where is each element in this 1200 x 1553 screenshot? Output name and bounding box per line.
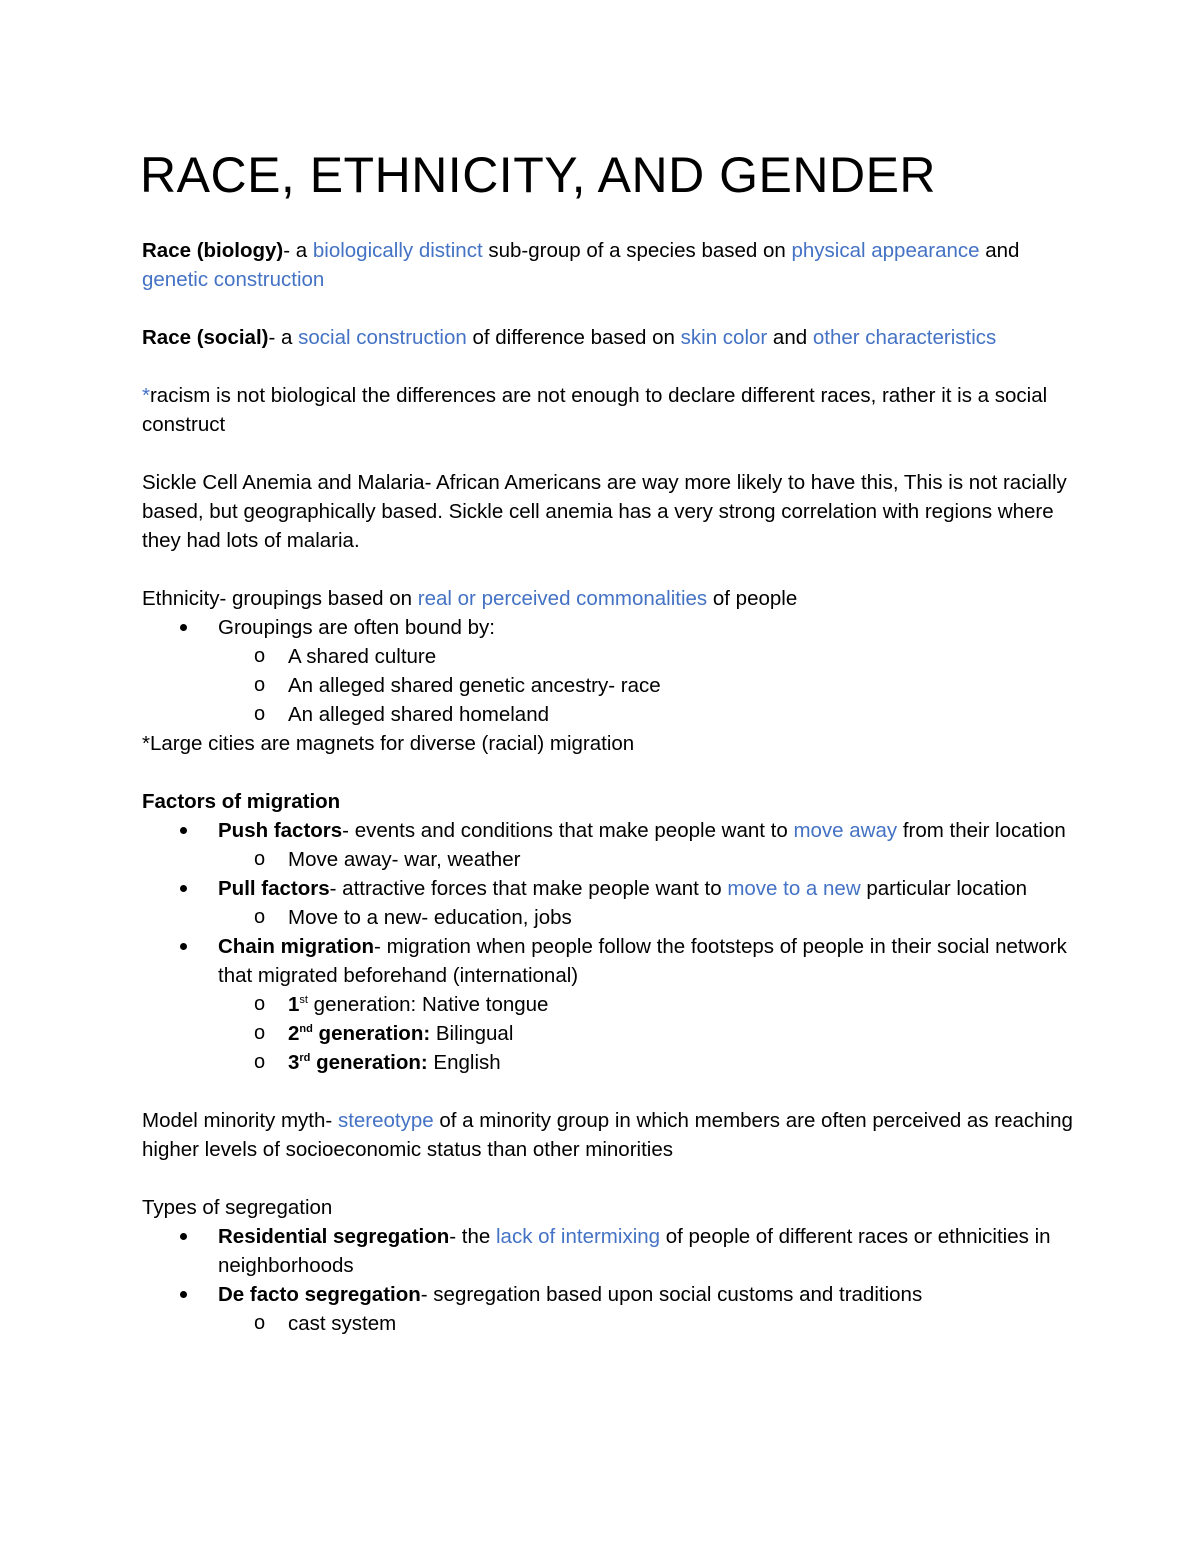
text: and <box>767 326 813 349</box>
text: of people of different races or ethnicities in neighborhoods <box>218 1225 1051 1277</box>
list-item <box>142 1222 1082 1280</box>
highlight: lack of intermixing <box>495 1225 661 1248</box>
sub-list-item <box>142 1309 1082 1338</box>
term: Pull factors <box>218 877 330 900</box>
highlight: genetic construction <box>142 268 325 291</box>
text: - a <box>283 239 313 262</box>
sub-list-item <box>142 1048 1082 1077</box>
text: of a minority group in which members are often perceived as reaching higher levels of socioeconomic status than other minorities <box>142 1109 1073 1161</box>
bullet-icon <box>180 885 187 892</box>
race-biology-definition <box>142 236 1082 294</box>
text: of difference based on <box>466 326 681 349</box>
highlight: skin color <box>680 326 768 349</box>
text: Groupings are often bound by: <box>218 616 495 639</box>
circle-bullet-icon: o <box>254 906 266 928</box>
circle-bullet-icon: o <box>254 1022 266 1044</box>
circle-bullet-icon: o <box>254 703 266 725</box>
text: of people <box>707 587 798 610</box>
bullet-icon <box>180 827 187 834</box>
gen-value: Bilingual <box>430 1022 514 1045</box>
racism-note <box>142 381 1082 439</box>
gen-value: Native tongue <box>416 993 549 1016</box>
text: - segregation based upon social customs and traditions <box>420 1283 923 1306</box>
list-item <box>142 932 1082 990</box>
text: - migration when people follow the footsteps of people in their social network that migrated beforehand (international) <box>218 935 1067 987</box>
sub-list-item <box>142 1019 1082 1048</box>
sub-list-item <box>142 671 1082 700</box>
ordinal-suffix: nd <box>299 1023 313 1035</box>
sickle-cell-paragraph: Sickle Cell Anemia and Malaria- African Americans are way more likely to have this, This is not racially based, but geographically based. Sickle cell anemia has a very strong correlation with regions where they had lots of malaria. <box>142 471 1067 552</box>
text: An alleged shared genetic ancestry- race <box>288 674 661 697</box>
highlight: move to a new <box>727 877 861 900</box>
sub-list-item <box>142 642 1082 671</box>
term: Push factors <box>218 819 343 842</box>
text: racism is not biological the differences are not enough to declare different races, rather it is a social construct <box>142 384 1048 436</box>
model-minority-definition <box>142 1106 1082 1164</box>
highlight: physical appearance <box>791 239 980 262</box>
gen-value: English <box>427 1051 501 1074</box>
highlight: move away <box>793 819 898 842</box>
text: A shared culture <box>288 645 437 668</box>
text: Move away- war, weather <box>288 848 521 871</box>
text: Model minority myth- <box>142 1109 338 1132</box>
text: and <box>979 239 1020 262</box>
highlight: biologically distinct <box>312 239 483 262</box>
bullet-icon <box>180 1233 187 1240</box>
circle-bullet-icon: o <box>254 645 266 667</box>
list-item <box>142 874 1082 903</box>
bullet-icon <box>180 943 187 950</box>
document-body <box>142 140 1082 1338</box>
sub-list-item <box>142 903 1082 932</box>
highlight: stereotype <box>337 1109 434 1132</box>
highlight: social construction <box>298 326 467 349</box>
circle-bullet-icon: o <box>254 1051 266 1073</box>
gen-number: 3 <box>288 1051 300 1074</box>
sub-list-item <box>142 700 1082 729</box>
ordinal-suffix: st <box>299 994 308 1006</box>
gen-label: generation: <box>312 1022 431 1045</box>
text: - attractive forces that make people want to <box>329 877 728 900</box>
sub-list-item <box>142 845 1082 874</box>
gen-label: generation: <box>310 1051 428 1074</box>
term: Residential segregation <box>218 1225 450 1248</box>
list-item <box>142 613 1082 642</box>
text: - a <box>268 326 299 349</box>
text: sub-group of a species based on <box>482 239 792 262</box>
bullet-icon <box>180 624 187 631</box>
ordinal-suffix: rd <box>299 1052 311 1064</box>
factors-heading: Factors of migration <box>142 790 341 813</box>
cities-note: *Large cities are magnets for diverse (racial) migration <box>142 732 635 755</box>
highlight: real or perceived commonalities <box>417 587 708 610</box>
circle-bullet-icon: o <box>254 993 266 1015</box>
gen-number: 1 <box>288 993 300 1016</box>
sub-list-item <box>142 990 1082 1019</box>
segregation-heading: Types of segregation <box>142 1196 333 1219</box>
term: Race (biology) <box>142 239 284 262</box>
list-item <box>142 816 1082 845</box>
text: Ethnicity- groupings based on <box>142 587 418 610</box>
gen-label: generation: <box>307 993 417 1016</box>
note-asterisk: * <box>142 384 150 407</box>
text: - events and conditions that make people want to <box>342 819 794 842</box>
bullet-icon <box>180 1291 187 1298</box>
circle-bullet-icon: o <box>254 674 266 696</box>
term: Race (social) <box>142 326 269 349</box>
circle-bullet-icon: o <box>254 848 266 870</box>
text: cast system <box>288 1312 397 1335</box>
list-item <box>142 1280 1082 1309</box>
circle-bullet-icon: o <box>254 1312 266 1334</box>
text: from their location <box>897 819 1066 842</box>
text: particular location <box>860 877 1028 900</box>
term: Chain migration <box>218 935 375 958</box>
text: - the <box>449 1225 496 1248</box>
text: An alleged shared homeland <box>288 703 549 726</box>
text: Move to a new- education, jobs <box>288 906 572 929</box>
gen-number: 2 <box>288 1022 300 1045</box>
page-title: RACE, ETHNICITY, AND GENDER <box>140 147 937 203</box>
ethnicity-definition <box>142 584 1082 613</box>
term: De facto segregation <box>218 1283 421 1306</box>
highlight: other characteristics <box>812 326 997 349</box>
race-social-definition <box>142 323 1082 352</box>
